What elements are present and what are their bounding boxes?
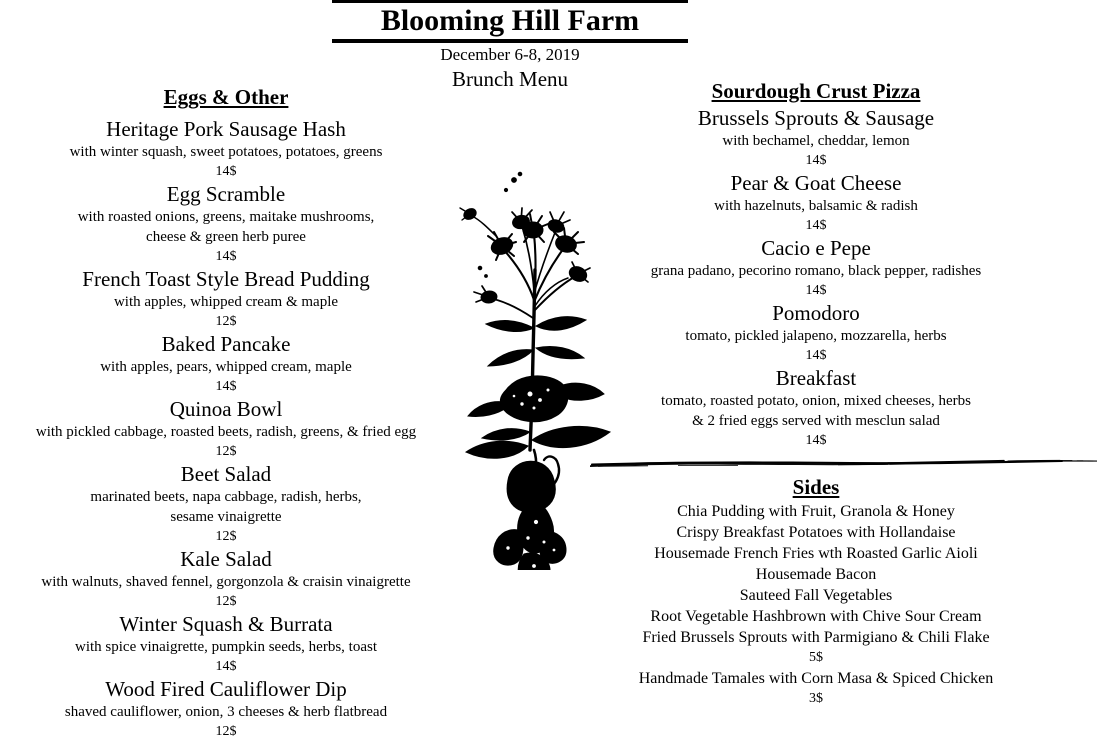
item-description: marinated beets, napa cabbage, radish, herbs, (90, 489, 362, 505)
section-heading-pizza: Sourdough Crust Pizza (711, 79, 921, 103)
section-sourdough-crust-pizza (592, 78, 1040, 450)
item-description: tomato, roasted potato, onion, mixed cheeses, herbs (661, 393, 971, 409)
item-description: with pickled cabbage, roasted beets, radish, greens, & fried egg (35, 424, 417, 440)
item-description: shaved cauliflower, onion, 3 cheeses & herb flatbread (64, 704, 388, 720)
item-description: tomato, pickled jalapeno, mozzarella, herbs (685, 328, 947, 344)
menu-item (592, 365, 1040, 450)
menu-item (0, 611, 460, 676)
item-price: 12$ (215, 444, 237, 459)
item-name: Brussels Sprouts & Sausage (697, 106, 935, 130)
item-name: Wood Fired Cauliflower Dip (105, 677, 347, 701)
item-description: with apples, pears, whipped cream, maple (100, 359, 352, 375)
menu-item (592, 170, 1040, 235)
item-price: 14$ (805, 218, 827, 233)
menu-item (0, 396, 460, 461)
menu-kind: Brunch Menu (451, 67, 569, 91)
item-description: with roasted onions, greens, maitake mushrooms, (77, 209, 375, 225)
item-price: 14$ (215, 659, 237, 674)
menu-item (592, 105, 1040, 170)
item-name: Egg Scramble (166, 182, 286, 206)
menu-item (0, 546, 460, 611)
sides-divider-rule (588, 456, 1099, 470)
item-description: sesame vinaigrette (170, 509, 282, 525)
side-item: Sauteed Fall Vegetables (739, 587, 893, 604)
menu-item (592, 300, 1040, 365)
item-name: Cacio e Pepe (761, 236, 871, 260)
side-item: Handmade Tamales with Corn Masa & Spiced Chicken (638, 670, 994, 687)
item-description: with winter squash, sweet potatoes, potatoes, greens (69, 144, 383, 160)
item-name: Heritage Pork Sausage Hash (106, 117, 346, 141)
item-price: 14$ (805, 348, 827, 363)
section-heading-eggs-and-other: Eggs & Other (163, 85, 289, 109)
item-name: Breakfast (775, 366, 857, 390)
item-description: with bechamel, cheddar, lemon (722, 133, 910, 149)
menu-item (592, 235, 1040, 300)
side-item: Crispy Breakfast Potatoes with Hollandaise (676, 524, 956, 541)
item-price: 14$ (805, 283, 827, 298)
sides-price: 3$ (809, 691, 823, 706)
side-item: Chia Pudding with Fruit, Granola & Honey (677, 503, 955, 520)
side-item: Housemade Bacon (755, 566, 877, 583)
item-description: with apples, whipped cream & maple (113, 294, 339, 310)
item-description: with walnuts, shaved fennel, gorgonzola & craisin vinaigrette (41, 574, 411, 590)
item-price: 12$ (215, 594, 237, 609)
page-title: Blooming Hill Farm (380, 4, 640, 37)
section-sides (588, 474, 1044, 709)
menu-item (0, 676, 460, 741)
masthead (332, 0, 688, 43)
menu-item (0, 461, 460, 546)
item-name: Pear & Goat Cheese (730, 171, 902, 195)
item-description: & 2 fried eggs served with mesclun salad (692, 413, 940, 429)
item-name: Baked Pancake (161, 332, 291, 356)
item-name: French Toast Style Bread Pudding (82, 267, 370, 291)
item-description: with spice vinaigrette, pumpkin seeds, herbs, toast (74, 639, 378, 655)
item-name: Kale Salad (180, 547, 272, 571)
item-price: 12$ (215, 529, 237, 544)
menu-item (0, 116, 460, 181)
item-price: 14$ (215, 249, 237, 264)
side-item: Root Vegetable Hashbrown with Chive Sour Cream (650, 608, 982, 625)
item-name: Beet Salad (180, 462, 272, 486)
menu-date: December 6-8, 2019 (440, 45, 580, 64)
item-description: cheese & green herb puree (146, 229, 306, 245)
menu-item (0, 181, 460, 266)
section-heading-sides: Sides (792, 475, 840, 499)
item-name: Pomodoro (772, 301, 860, 325)
side-item: Fried Brussels Sprouts with Parmigiano & Chili Flake (642, 629, 990, 646)
menu-item (0, 331, 460, 396)
item-price: 14$ (215, 164, 237, 179)
item-name: Quinoa Bowl (169, 397, 283, 421)
item-price: 12$ (215, 314, 237, 329)
item-price: 12$ (215, 724, 237, 739)
item-price: 14$ (215, 379, 237, 394)
item-name: Winter Squash & Burrata (119, 612, 333, 636)
item-price: 14$ (805, 433, 827, 448)
menu-item (0, 266, 460, 331)
item-description: grana padano, pecorino romano, black pepper, radishes (650, 263, 982, 279)
item-price: 14$ (805, 153, 827, 168)
header-rule-bottom (332, 39, 688, 43)
section-eggs-and-other (0, 84, 460, 741)
item-description: with hazelnuts, balsamic & radish (714, 198, 918, 214)
side-item: Housemade French Fries wth Roasted Garlic Aioli (654, 545, 978, 562)
sides-price: 5$ (809, 650, 823, 665)
